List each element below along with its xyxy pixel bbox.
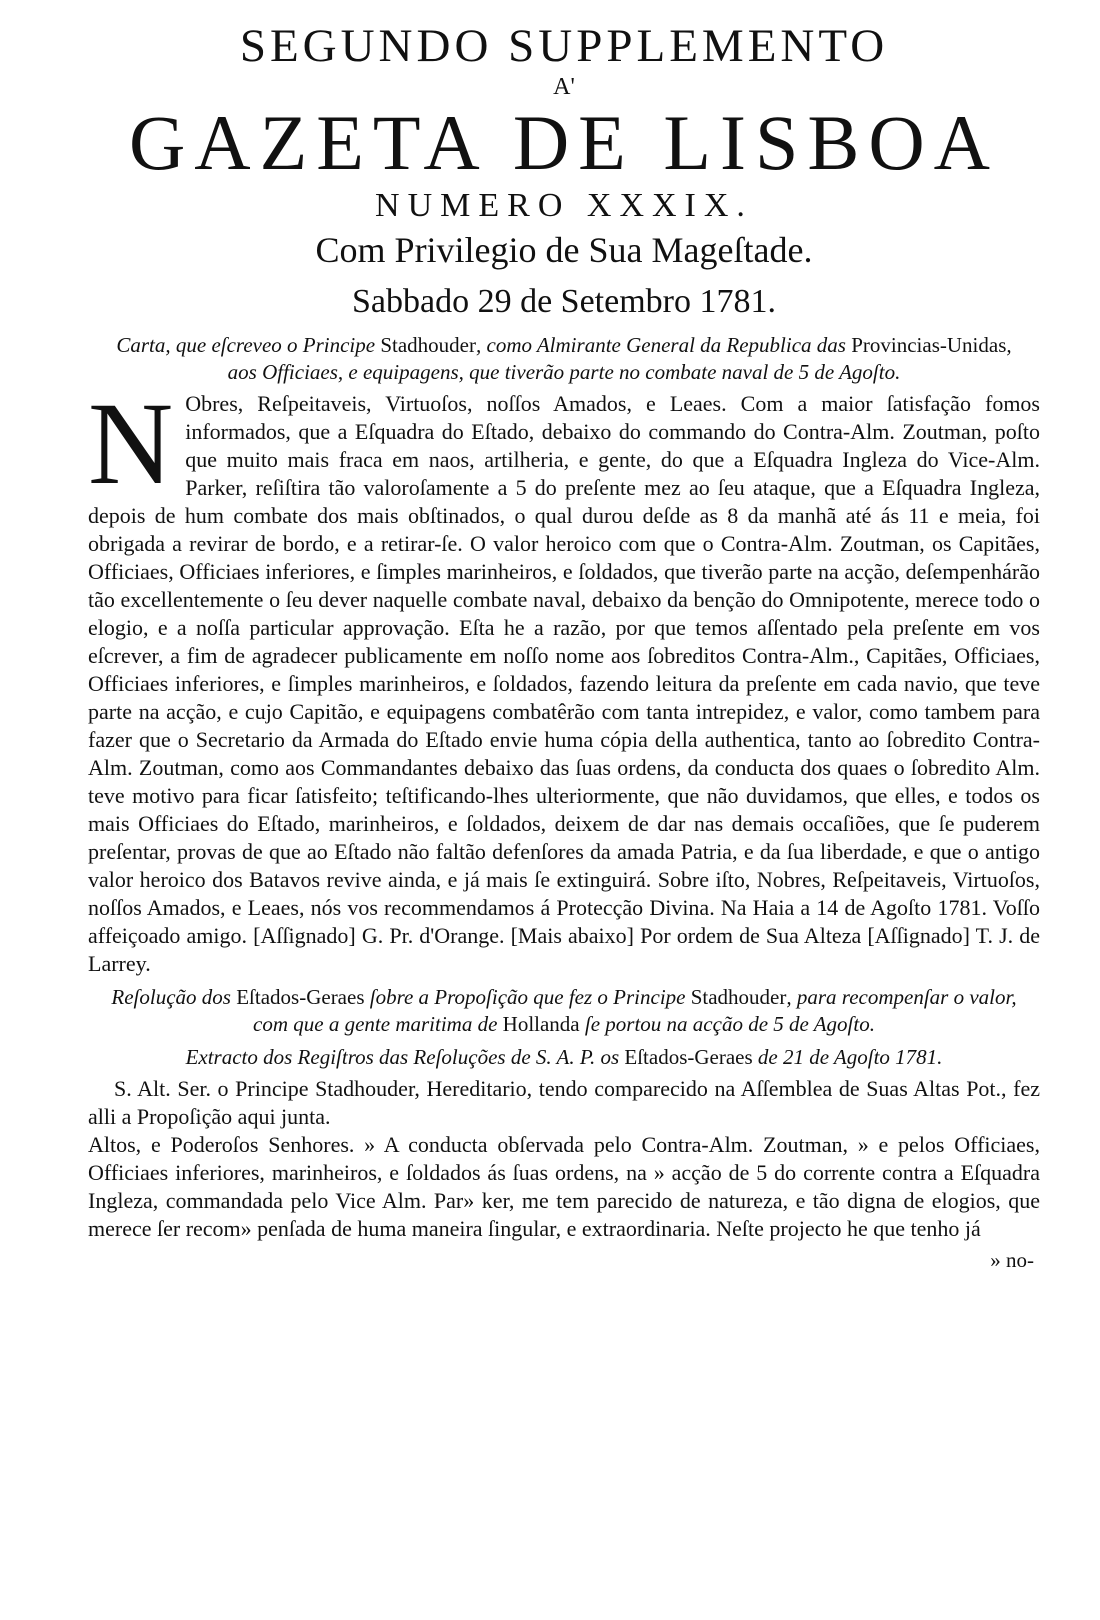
extract-heading bbox=[88, 1044, 1040, 1071]
paragraph-proposition: S. Alt. Ser. o Principe Stadhouder, Hereditario, tendo comparecido na Aſſemblea de Suas Altas Pot., fez alli a Propoſição aqui junta. bbox=[88, 1076, 1040, 1129]
letter-body bbox=[88, 378, 1040, 978]
privilege-line: Com Privilegio de Sua Mageſtade. bbox=[315, 230, 813, 270]
a-line: A' bbox=[553, 74, 575, 100]
drop-cap: N bbox=[88, 378, 174, 509]
heading2-part3: ſobre a Propoſição que fez o Principe bbox=[364, 985, 691, 1009]
catchword: » no- bbox=[990, 1248, 1034, 1272]
letter-heading bbox=[88, 332, 1040, 386]
heading1-part3: , como Almirante General da Republica das bbox=[476, 333, 852, 357]
paragraph-address: Altos, e Poderoſos Senhores. » A conducta obſervada pelo Contra-Alm. Zoutman, » e pelos Officiaes, Officiaes inferiores, marinheiros, e ſoldados ás ſuas ordens, na » acção de 5 do corrente contra a Eſquadra Ingleza, commandada pelo Vice Alm. Par» ker, me tem parecido de natureza, e tão digna de elogios, que merece ſer recom» penſada de huma maneira ſingular, e extraordinaria. Neſte projecto he que tenho já bbox=[88, 1132, 1040, 1241]
heading2-part4: Stadhouder bbox=[690, 985, 787, 1009]
gazeta-title: GAZETA DE LISBOA bbox=[128, 99, 1000, 186]
issue-number: NUMERO XXXIX. bbox=[375, 187, 753, 224]
supplement-title: SEGUNDO SUPPLEMENTO bbox=[239, 20, 889, 72]
resolution-heading bbox=[88, 984, 1040, 1038]
letter-text: Obres, Reſpeitaveis, Virtuoſos, noſſos Amados, e Leaes. Com a maior ſatisfação fomos informados, que a Eſquadra do Eſtado, debaixo do commando do Contra-Alm. Zoutman, poſto que muito mais fraca em naos, artilheria, e gente, do que a Eſquadra Ingleza do Vice-Alm. Parker, reſiſtira tão valoroſamente a 5 do preſente mez ao ſeu ataque, que a Eſquadra Ingleza, depois de hum combate dos mais obſtinados, o qual durou deſde as 8 da manhã até ás 11 e meia, foi obrigada a revirar de bordo, e a retirar-ſe. O valor heroico com que o Contra-Alm. Zoutman, os Capitães, Officiaes, Officiaes inferiores, e ſimples marinheiros, e ſoldados, que tiverão parte na acção, deſempenhárão tão excellentemente o ſeu dever naquelle combate naval, debaixo da benção do Omnipotente, merece todo o elogio, e a noſſa particular approvação. Eſta he a razão, por que temos aſſentado pela preſente em vos eſcrever, a fim de agradecer publicamente em noſſo nome aos ſobreditos Contra-Alm., Capitães, Officiaes, Officiaes inferiores, e ſimples marinheiros, e ſoldados, fazendo leitura da preſente em cada navio, que teve parte na acção, e cujo Capitão, e equipagens combatêrão com tanta intrepidez, e valor, como tambem para fazer que o Secretario da Armada do Eſtado envie huma cópia della authentica, tanto ao ſobredito Contra-Alm. Zoutman, como aos Commandantes debaixo das ſuas ordens, da conducta dos quaes o ſobredito Alm. teve motivo para ficar ſatisfeito; teſtificando-lhes ulteriormente, que não duvidamos, que elles, e todos os mais Officiaes do Eſtado, marinheiros, e ſoldados, deixem de dar nas demais occaſiões, que ſe puderem preſentar, provas de que ao Eſtado não faltão defenſores da amada Patria, e da ſua liberdade, e que o antigo valor heroico dos Batavos revive ainda, e já mais ſe extinguirá. Sobre iſto, Nobres, Reſpeitaveis, Virtuoſos, noſſos Amados, e Leaes, nós vos recommendamos á Protecção Divina. Na Haia a 14 de Agoſto 1781. Voſſo affeiçoado amigo. [Aſſignado] G. Pr. d'Orange. [Mais abaixo] Por ordem de Sua Alteza [Aſſignado] T. J. de Larrey. bbox=[88, 391, 1040, 976]
heading3-part1: Extracto dos Regiſtros das Reſoluções de S. A. P. os bbox=[185, 1045, 625, 1069]
heading2-part6: Hollanda bbox=[502, 1012, 580, 1036]
heading1-part1: Carta, que eſcreveo o Principe bbox=[116, 333, 381, 357]
heading1-part2: Stadhouder bbox=[380, 333, 476, 357]
heading3-part3: de 21 de Agoſto 1781. bbox=[752, 1045, 943, 1069]
masthead bbox=[88, 18, 1040, 326]
heading2-part5: , para recompenſar o valor, com que a gente maritima de bbox=[253, 985, 1017, 1036]
heading1-part5: , aos Officiaes, e equipagens, que tiverão parte no combate naval de 5 de Agoſto. bbox=[227, 333, 1012, 384]
heading2-part2: Eſtados-Geraes bbox=[236, 985, 365, 1009]
heading2-part1: Reſolução dos bbox=[111, 985, 237, 1009]
heading3-part2: Eſtados-Geraes bbox=[624, 1045, 753, 1069]
heading1-part4: Provincias-Unidas bbox=[851, 333, 1007, 357]
heading2-part7: ſe portou na acção de 5 de Agoſto. bbox=[579, 1012, 875, 1036]
issue-date: Sabbado 29 de Setembro 1781. bbox=[352, 283, 776, 320]
